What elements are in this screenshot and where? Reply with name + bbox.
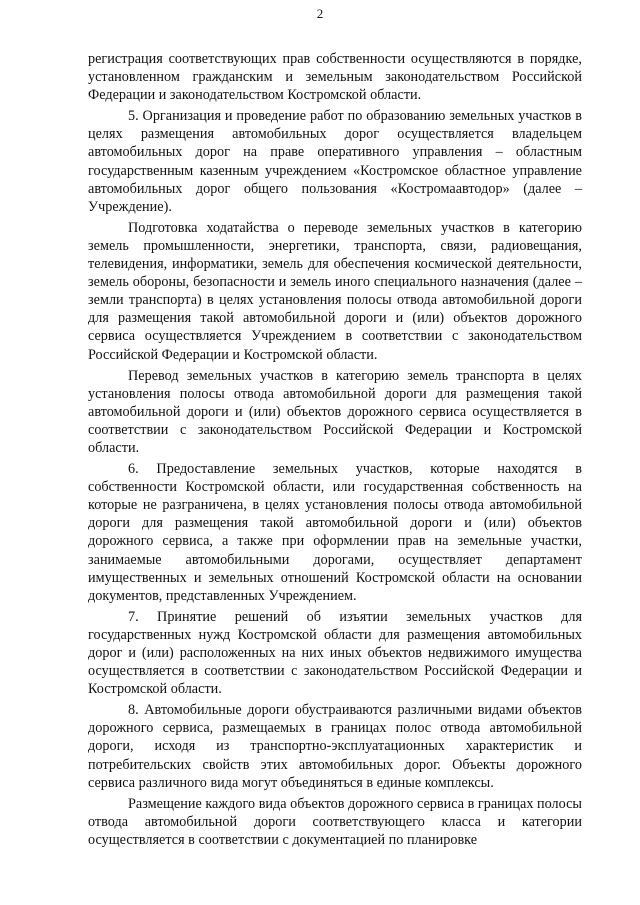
document-body xyxy=(88,50,582,852)
paragraph: 5. Организация и проведение работ по образованию земельных участков в целях размещения автомобильных дорог осуществляется владельцем автомобильных дорог на праве оперативного управления – областным государственным казенным учреждением «Костромское областное управление автомобильных дорог общего пользования «Костромаавтодор» (далее – Учреждение). xyxy=(88,108,582,215)
paragraph: 7. Принятие решений об изъятии земельных участков для государственных нужд Костромской области для размещения автомобильных дорог и (или) расположенных на них иных объектов недвижимого имущества осуществляется в соответствии с законодательством Российской Федерации и Костромской области. xyxy=(88,608,582,698)
paragraph: Размещение каждого вида объектов дорожного сервиса в границах полосы отвода автомобильной дороги соответствующего класса и категории осуществляется в соответствии с документацией по планировке xyxy=(88,795,582,848)
page-number: 2 xyxy=(316,6,324,21)
paragraph: 8. Автомобильные дороги обустраиваются различными видами объектов дорожного сервиса, размещаемых в границах полос отвода автомобильной дороги, исходя из транспортно-эксплуатационных характеристик и потребительских свойств этих автомобильных дорог. Объекты дорожного сервиса различного вида могут объединяться в единые комплексы. xyxy=(88,702,582,791)
paragraph: 6. Предоставление земельных участков, которые находятся в собственности Костромской области, или государственная собственность на которые не разграничена, в целях установления полосы отвода автомобильной дороги для размещения такой автомобильной дороги и (или) объектов дорожного сервиса, а также при оформлении прав на земельные участки, занимаемые автомобильными дорогами, осуществляет департамент имущественных и земельных отношений Костромской области на основании документов, представленных Учреждением. xyxy=(88,461,582,604)
paragraph: Подготовка ходатайства о переводе земельных участков в категорию земель промышленности, энергетики, транспорта, связи, радиовещания, телевидения, информатики, земель для обеспечения космической деятельности, земель обороны, безопасности и земель иного специального назначения (далее – земли транспорта) в целях установления полосы отвода автомобильной дороги для размещения такой автомобильной дороги и (или) объектов дорожного сервиса осуществляется Учреждением в соответствии с законодательством Российской Федерации и Костромской области. xyxy=(88,219,582,363)
paragraph: регистрация соответствующих прав собственности осуществляются в порядке, установленном гражданским и земельным законодательством Российской Федерации и законодательством Костромской области. xyxy=(88,51,582,104)
paragraph: Перевод земельных участков в категорию земель транспорта в целях установления полосы отвода автомобильной дороги для размещения такой автомобильной дороги и (или) объектов дорожного сервиса осуществляется в соответствии с законодательством Российской Федерации и Костромской области. xyxy=(88,367,582,456)
